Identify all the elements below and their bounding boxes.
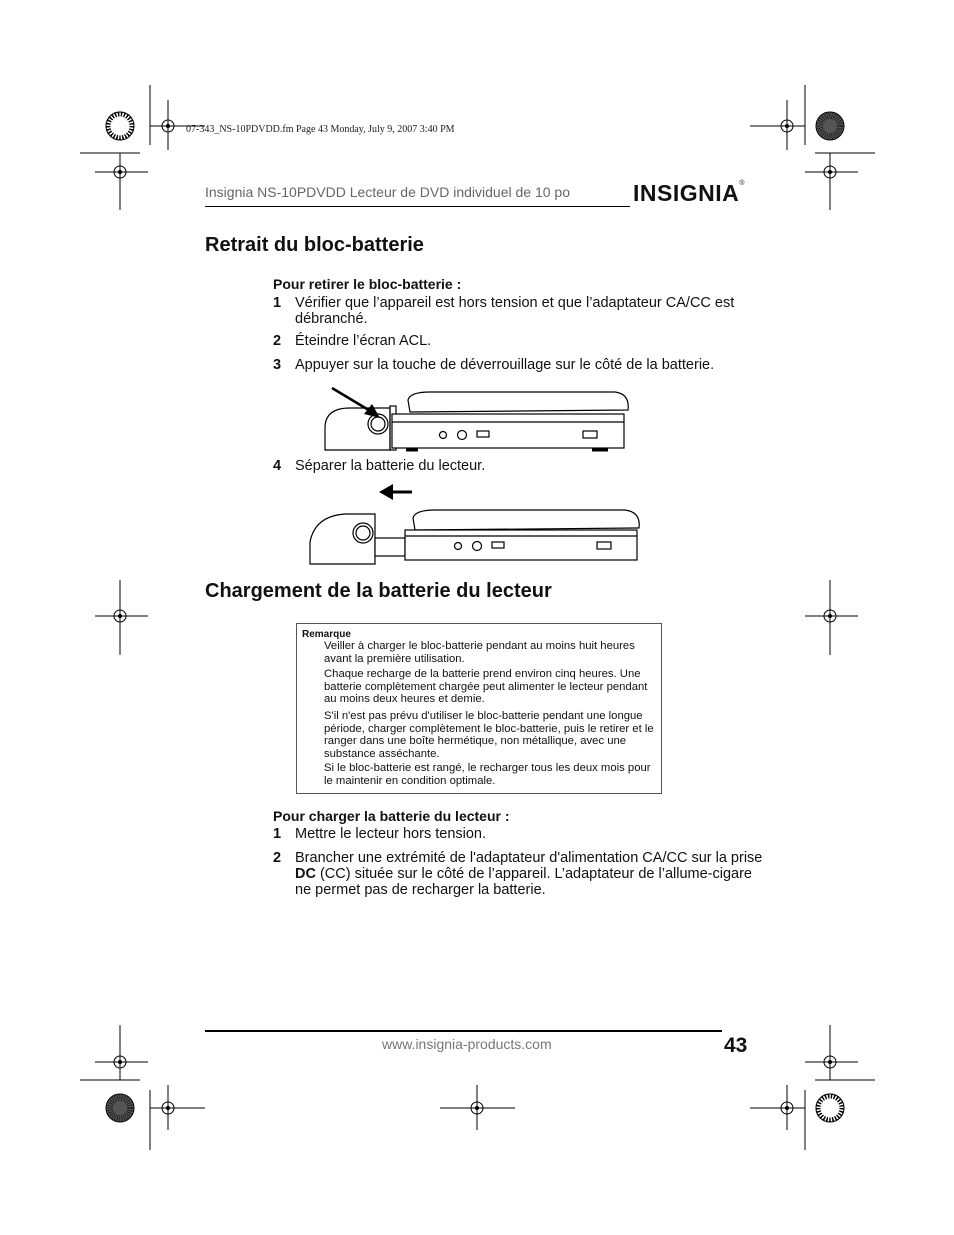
header-rule xyxy=(205,206,630,207)
step-text: Séparer la batterie du lecteur. xyxy=(295,458,486,474)
subheading-remove: Pour retirer le bloc-batterie : xyxy=(273,276,462,292)
step-text: Vérifier que l’appareil est hors tension et que l’adaptateur CA/CC est débranché. xyxy=(295,295,735,327)
step-number: 4 xyxy=(273,458,282,474)
note-title: Remarque xyxy=(302,629,351,640)
step-number: 1 xyxy=(273,295,282,311)
note-paragraph: S'il n'est pas prévu d'utiliser le bloc-batterie pendant une longue période, charger complètement le bloc-batterie, puis le retirer et le ranger dans une boîte hermétique, non métallique, avec une substance asséchante. xyxy=(324,710,654,760)
note-box xyxy=(296,623,662,794)
note-paragraph: Veiller à charger le bloc-batterie pendant au moins huit heures avant la première utilisation. xyxy=(324,640,635,665)
note-paragraph: Chaque recharge de la batterie prend environ cinq heures. Une batterie complètement chargée peut alimenter le lecteur pendant au moins deux heures et demie. xyxy=(324,668,648,706)
step-number: 2 xyxy=(273,333,282,349)
step-item xyxy=(273,357,763,373)
step-number: 2 xyxy=(273,850,282,866)
running-header: Insignia NS-10PDVDD Lecteur de DVD individuel de 10 po xyxy=(205,184,570,200)
battery-separation-illustration xyxy=(305,478,645,568)
subheading-charge: Pour charger la batterie du lecteur : xyxy=(273,808,510,824)
step-item xyxy=(273,850,763,898)
page-number: 43 xyxy=(724,1034,748,1057)
step-text: Appuyer sur la touche de déverrouillage sur le côté de la batterie. xyxy=(295,357,715,373)
step-number: 1 xyxy=(273,826,282,842)
step-text xyxy=(295,850,763,898)
battery-release-illustration xyxy=(320,378,640,458)
logo-text: INSIGNIA xyxy=(633,180,740,206)
section-heading-charging: Chargement de la batterie du lecteur xyxy=(205,580,552,602)
step-item xyxy=(273,826,763,842)
step-item xyxy=(273,333,763,349)
section-heading-removal: Retrait du bloc-batterie xyxy=(205,234,424,256)
step-text-part: (CC) située sur le côté de l’appareil. L’adaptateur de l’allume-cigare ne permet pas de recharger la batterie. xyxy=(295,866,752,898)
insignia-logo xyxy=(633,180,745,207)
footer-url: www.insignia-products.com xyxy=(382,1036,552,1052)
dc-jack-label: DC xyxy=(295,866,316,882)
step-item xyxy=(273,458,763,474)
step-text: Éteindre l’écran ACL. xyxy=(295,333,432,349)
step-number: 3 xyxy=(273,357,282,373)
step-text: Mettre le lecteur hors tension. xyxy=(295,826,487,842)
note-paragraph: Si le bloc-batterie est rangé, le recharger tous les deux mois pour le maintenir en condition optimale. xyxy=(324,762,651,787)
step-item xyxy=(273,295,763,327)
footer-rule xyxy=(205,1030,722,1032)
registered-mark: ® xyxy=(739,180,745,187)
step-text-part: Brancher une extrémité de l'adaptateur d'alimentation CA/CC sur la prise xyxy=(295,850,763,866)
file-slug: 07-343_NS-10PDVDD.fm Page 43 Monday, July 9, 2007 3:40 PM xyxy=(186,124,455,135)
